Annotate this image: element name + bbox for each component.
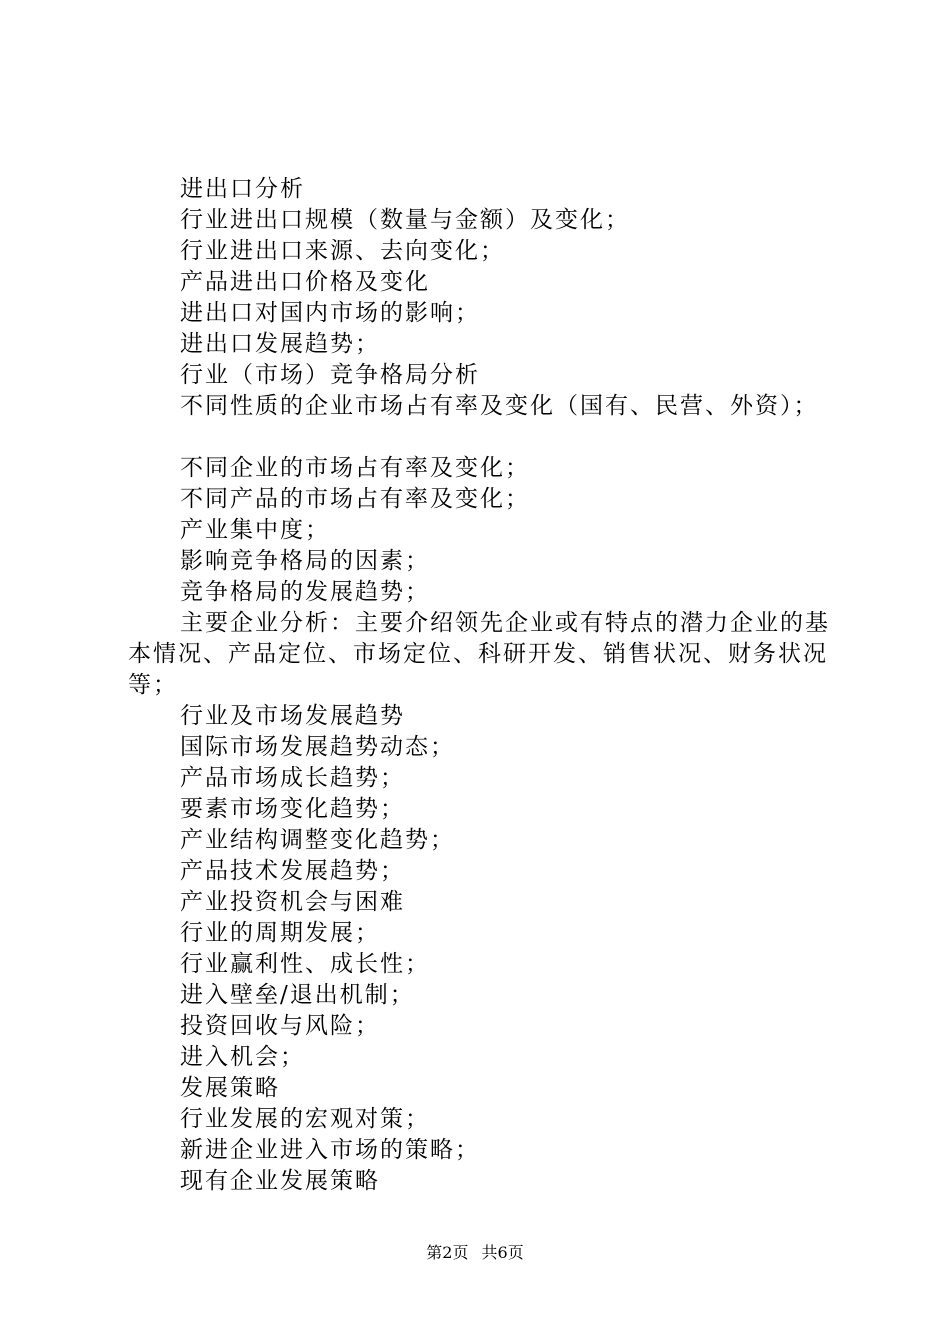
text-line: 进出口发展趋势； bbox=[180, 331, 380, 357]
page-footer bbox=[0, 1243, 950, 1263]
text-line: 进入机会； bbox=[180, 1044, 305, 1070]
text-line: 现有企业发展策略 bbox=[180, 1168, 380, 1194]
main-enterprise-paragraph: 主要企业分析：主要介绍领先企业或有特点的潜力企业的基本情况、产品定位、市场定位、科研开发、销售状况、财务状况等； bbox=[128, 610, 830, 698]
text-line: 行业进出口来源、去向变化； bbox=[180, 238, 505, 264]
text-line: 进出口分析 bbox=[180, 176, 305, 202]
section-heading: 行业及市场发展趋势 bbox=[180, 703, 405, 729]
section-heading: 行业（市场）竞争格局分析 bbox=[180, 362, 480, 388]
text-line: 新进企业进入市场的策略； bbox=[180, 1137, 480, 1163]
section-heading: 发展策略 bbox=[180, 1075, 280, 1101]
section-heading: 产业投资机会与困难 bbox=[180, 889, 405, 915]
text-line: 进入壁垒/退出机制； bbox=[180, 982, 415, 1008]
text-line: 产品市场成长趋势； bbox=[180, 765, 405, 791]
text-line: 行业发展的宏观对策； bbox=[180, 1106, 430, 1132]
document-body bbox=[128, 174, 848, 1197]
page-number: 第2页 bbox=[426, 1243, 469, 1262]
text-line: 不同性质的企业市场占有率及变化（国有、民营、外资）； bbox=[180, 393, 819, 419]
text-line: 行业赢利性、成长性； bbox=[180, 951, 430, 977]
text-line: 不同产品的市场占有率及变化； bbox=[180, 486, 530, 512]
text-line: 产业结构调整变化趋势； bbox=[180, 827, 455, 853]
blank-line bbox=[128, 422, 848, 453]
text-line: 产品进出口价格及变化 bbox=[180, 269, 430, 295]
text-line: 产业集中度； bbox=[180, 517, 330, 543]
text-line: 投资回收与风险； bbox=[180, 1013, 380, 1039]
text-line: 国际市场发展趋势动态； bbox=[180, 734, 455, 760]
text-line: 进出口对国内市场的影响； bbox=[180, 300, 480, 326]
page-total: 共6页 bbox=[481, 1243, 524, 1262]
text-line: 产品技术发展趋势； bbox=[180, 858, 405, 884]
text-line: 行业的周期发展； bbox=[180, 920, 380, 946]
text-line: 要素市场变化趋势； bbox=[180, 796, 405, 822]
text-line: 行业进出口规模（数量与金额）及变化； bbox=[180, 207, 630, 233]
text-line: 竞争格局的发展趋势； bbox=[180, 579, 430, 605]
text-line: 影响竞争格局的因素； bbox=[180, 548, 430, 574]
text-line: 不同企业的市场占有率及变化； bbox=[180, 455, 530, 481]
